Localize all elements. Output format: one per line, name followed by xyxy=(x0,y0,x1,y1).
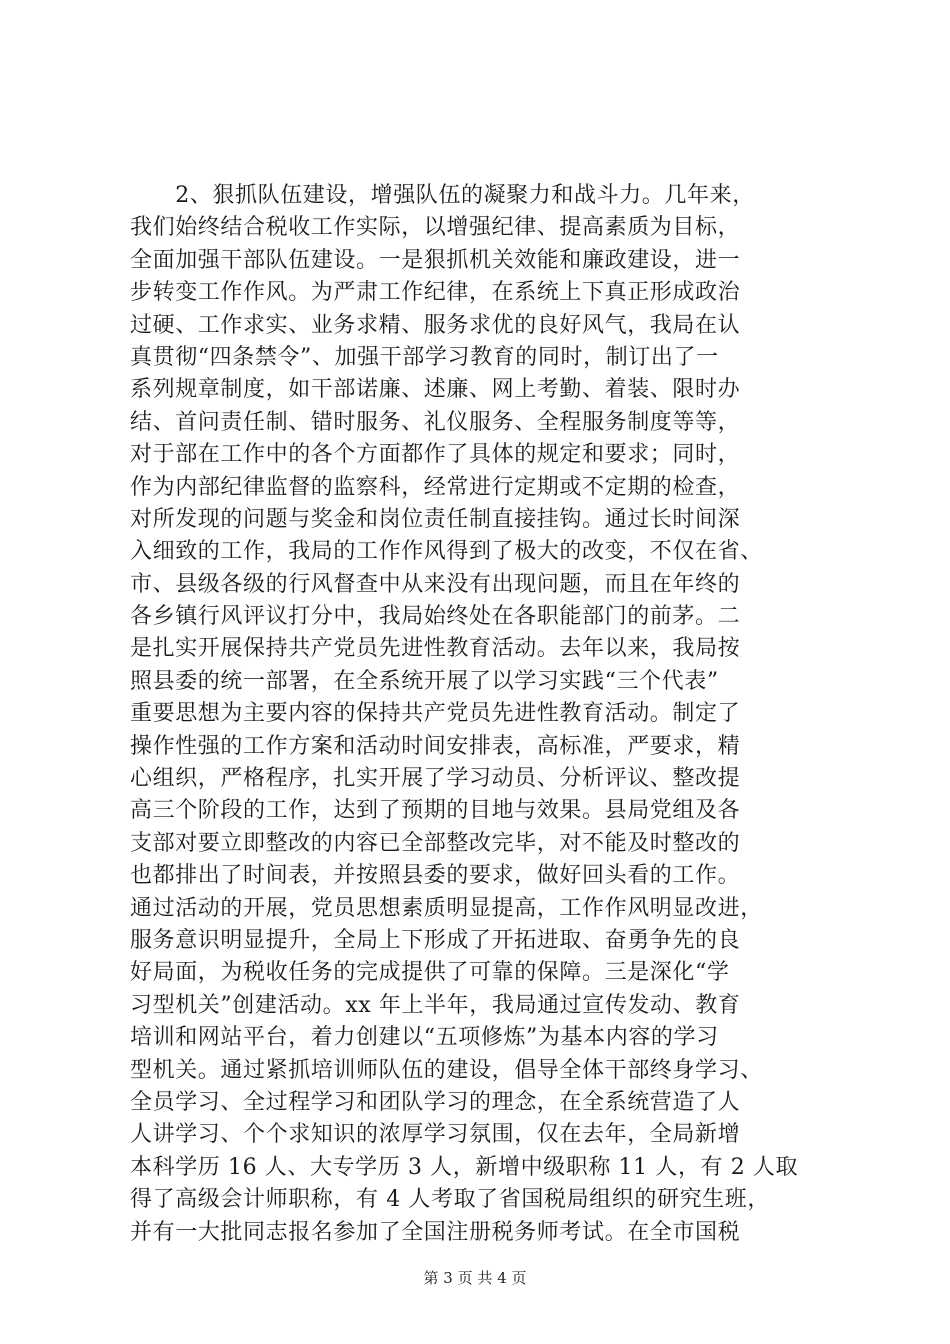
text-line: 入细致的工作，我局的工作作风得到了极大的改变，不仅在省、 xyxy=(130,539,763,565)
body-paragraph xyxy=(130,180,830,1249)
text-line: 培训和网站平台，着力创建以“五项修炼”为基本内容的学习 xyxy=(130,1025,719,1051)
text-line: 我们始终结合税收工作实际，以增强纪律、提高素质为目标， xyxy=(130,215,741,241)
text-line: 高三个阶段的工作，达到了预期的目地与效果。县局党组及各 xyxy=(130,798,741,824)
text-line: 结、首问责任制、错时服务、礼仪服务、全程服务制度等等， xyxy=(130,409,741,435)
text-line: 人讲学习、个个求知识的浓厚学习氛围，仅在去年，全局新增 xyxy=(130,1122,741,1148)
text-line: 照县委的统一部署，在全系统开展了以学习实践“三个代表” xyxy=(130,668,719,694)
text-line: 心组织，严格程序，扎实开展了学习动员、分析评议、整改提 xyxy=(130,766,741,792)
text-line: 作为内部纪律监督的监察科，经常进行定期或不定期的检查， xyxy=(130,474,741,500)
text-line: 全面加强干部队伍建设。一是狠抓机关效能和廉政建设，进一 xyxy=(130,247,741,273)
text-line: 并有一大批同志报名参加了全国注册税务师考试。在全市国税 xyxy=(130,1219,741,1245)
text-line: 各乡镇行风评议打分中，我局始终处在各职能部门的前茅。二 xyxy=(130,604,741,630)
text-line: 也都排出了时间表，并按照县委的要求，做好回头看的工作。 xyxy=(130,863,741,889)
text-line: 型机关。通过紧抓培训师队伍的建设，倡导全体干部终身学习、 xyxy=(130,1057,763,1083)
text-line: 好局面，为税收任务的完成提供了可靠的保障。三是深化“学 xyxy=(130,960,730,986)
text-line: 支部对要立即整改的内容已全部整改完毕，对不能及时整改的 xyxy=(130,830,741,856)
text-line: 真贯彻“四条禁令”、加强干部学习教育的同时，制订出了一 xyxy=(130,344,719,370)
text-line: 2、狠抓队伍建设，增强队伍的凝聚力和战斗力。几年来， xyxy=(130,183,755,208)
text-line: 服务意识明显提升，全局上下形成了开拓进取、奋勇争先的良 xyxy=(130,927,741,953)
text-line: 本科学历 16 人、大专学历 3 人，新增中级职称 11 人，有 2 人取 xyxy=(130,1154,799,1180)
text-line: 市、县级各级的行风督查中从来没有出现问题，而且在年终的 xyxy=(130,571,741,597)
text-line: 过硬、工作求实、业务求精、服务求优的良好风气，我局在认 xyxy=(130,312,741,338)
text-line: 是扎实开展保持共产党员先进性教育活动。去年以来，我局按 xyxy=(130,636,741,662)
text-line: 全员学习、全过程学习和团队学习的理念，在全系统营造了人 xyxy=(130,1089,741,1115)
text-line: 通过活动的开展，党员思想素质明显提高，工作作风明显改进， xyxy=(130,895,763,921)
text-line: 得了高级会计师职称，有 4 人考取了省国税局组织的研究生班， xyxy=(130,1187,770,1213)
text-line: 系列规章制度，如干部诺廉、述廉、网上考勤、着装、限时办 xyxy=(130,377,741,403)
text-line: 步转变工作作风。为严肃工作纪律，在系统上下真正形成政治 xyxy=(130,280,741,306)
page-footer: 第 3 页 共 4 页 xyxy=(423,1269,527,1287)
text-line: 习型机关”创建活动。xx 年上半年，我局通过宣传发动、教育 xyxy=(130,992,741,1018)
text-line: 重要思想为主要内容的保持共产党员先进性教育活动。制定了 xyxy=(130,701,741,727)
text-line: 操作性强的工作方案和活动时间安排表，高标准，严要求，精 xyxy=(130,733,741,759)
text-line: 对所发现的问题与奖金和岗位责任制直接挂钩。通过长时间深 xyxy=(130,506,741,532)
text-line: 对于部在工作中的各个方面都作了具体的规定和要求；同时， xyxy=(130,442,741,468)
